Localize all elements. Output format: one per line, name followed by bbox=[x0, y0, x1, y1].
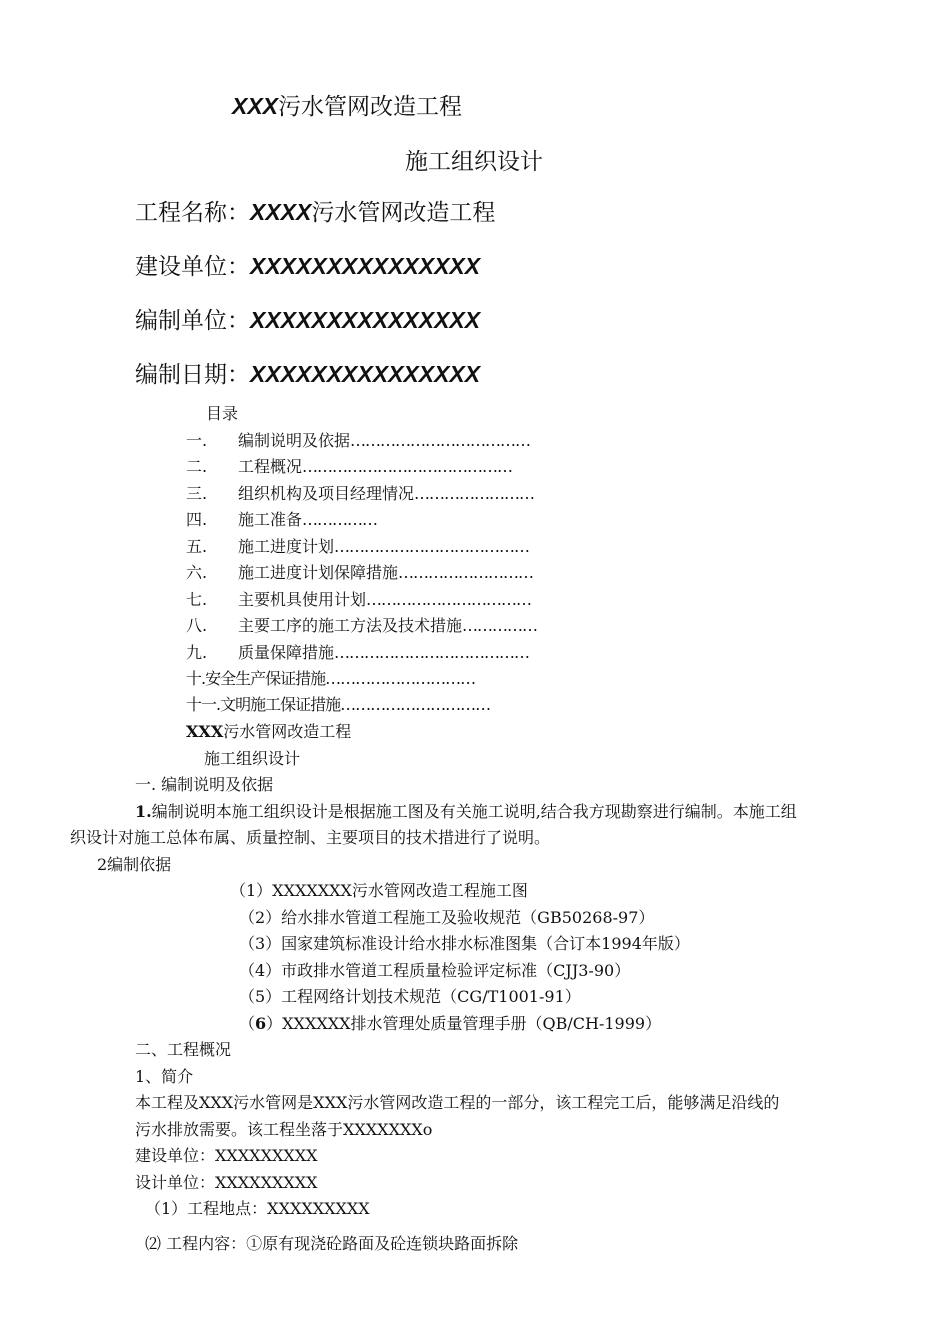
toc-item[interactable] bbox=[0, 640, 950, 662]
designer-line: 设计单位：XXXXXXXXX bbox=[135, 1173, 318, 1192]
intro-heading: 1、简介 bbox=[135, 1067, 194, 1086]
basis-item: （4）市政排水管道工程质量检验评定标准（CJJ3-90） bbox=[239, 961, 631, 980]
cover-title-rest: 污水管网改造工程 bbox=[278, 94, 463, 120]
toc-item-text: 施工准备…………… bbox=[238, 510, 378, 529]
toc-item[interactable] bbox=[0, 560, 950, 582]
body-title-bold: XXX bbox=[186, 722, 224, 741]
cover-title-prefix: XXX bbox=[232, 93, 279, 119]
toc-item-number: 五. bbox=[186, 537, 208, 556]
cover-field-label: 编制单位： bbox=[135, 308, 250, 334]
toc-item-text: 主要机具使用计划…………………………… bbox=[238, 590, 532, 609]
toc-item-text: 工程概况…………………………………… bbox=[238, 457, 513, 476]
basis-item: （5）工程网络计划技术规范（CG/T1001-91） bbox=[239, 987, 581, 1006]
basis-item: （6）XXXXXX排水管理处质量管理手册（QB/CH-1999） bbox=[239, 1014, 662, 1033]
body-subtitle: 施工组织设计 bbox=[204, 749, 301, 768]
cover-field-value: XXXXXXXXXXXXXXX bbox=[250, 361, 481, 387]
cover-field-compiler bbox=[135, 302, 480, 335]
body-title-rest: 污水管网改造工程 bbox=[223, 722, 352, 741]
intro-line1: 本工程及XXX污水管网是XXX污水管网改造工程的一部分，该工程完工后，能够满足沿线的 bbox=[135, 1093, 780, 1112]
cover-field-value: XXXXXXXXXXXXXXX bbox=[250, 307, 481, 333]
basis-item: （3）国家建筑标准设计给水排水标准图集（合订本1994年版） bbox=[239, 934, 690, 953]
toc-item[interactable] bbox=[0, 428, 950, 450]
toc-item-text: 主要工序的施工方法及技术措施…………… bbox=[238, 616, 538, 635]
cover-field-value: XXXX bbox=[250, 199, 312, 225]
content-line: ⑵ 工程内容：①原有现浇砼路面及砼连锁块路面拆除 bbox=[145, 1234, 519, 1253]
toc-item[interactable] bbox=[0, 534, 950, 556]
builder-line: 建设单位：XXXXXXXXX bbox=[135, 1146, 318, 1165]
section-heading-2: 二、工程概况 bbox=[135, 1040, 232, 1059]
basis-heading: 2编制依据 bbox=[97, 855, 172, 874]
toc-item-number: 九. bbox=[186, 643, 208, 662]
cover-field-builder bbox=[135, 248, 480, 281]
toc-item[interactable] bbox=[0, 454, 950, 476]
toc-item-text: 组织机构及项目经理情况…………………… bbox=[238, 484, 535, 503]
toc-item-number: 三. bbox=[186, 484, 208, 503]
toc-item[interactable] bbox=[0, 507, 950, 529]
basis-item: （2）给水排水管道工程施工及验收规范（GB50268-97） bbox=[239, 908, 655, 927]
toc-item-number: 四. bbox=[186, 510, 208, 529]
toc-item-text: 编制说明及依据……………………………… bbox=[238, 431, 531, 450]
site-line: （1）工程地点：XXXXXXXXX bbox=[145, 1199, 370, 1218]
cover-field-label: 编制日期： bbox=[135, 362, 250, 388]
cover-title bbox=[232, 88, 462, 121]
toc-item-text: 施工进度计划保障措施……………………… bbox=[238, 563, 534, 582]
cover-field-project bbox=[135, 194, 495, 227]
toc-heading: 目录 bbox=[206, 404, 239, 423]
toc-item-number: 六. bbox=[186, 563, 208, 582]
cover-field-date bbox=[135, 356, 480, 389]
cover-subtitle: 施工组织设计 bbox=[405, 149, 543, 175]
toc-item[interactable]: 十.安全生产保证措施………………………… bbox=[186, 669, 476, 688]
toc-item-number: 八. bbox=[186, 616, 208, 635]
toc-item-text: 质量保障措施………………………………… bbox=[238, 643, 530, 662]
toc-item-number: 二. bbox=[186, 457, 208, 476]
cover-field-value: XXXXXXXXXXXXXXX bbox=[250, 253, 481, 279]
toc-item[interactable] bbox=[0, 613, 950, 635]
intro-line2: 污水排放需要。该工程坐落于XXXXXXXo bbox=[135, 1120, 433, 1139]
para1-number: 1. bbox=[135, 802, 152, 821]
basis-item: （1）XXXXXXX污水管网改造工程施工图 bbox=[230, 881, 528, 900]
toc-item[interactable] bbox=[0, 481, 950, 503]
body-title bbox=[186, 719, 351, 742]
para1-line1: 1.编制说明本施工组织设计是根据施工图及有关施工说明,结合我方现勘察进行编制。本施工组 bbox=[135, 802, 797, 821]
toc-item[interactable]: 十一.文明施工保证措施………………………… bbox=[186, 695, 491, 714]
cover-field-label: 建设单位： bbox=[135, 254, 250, 280]
toc-item-number: 七. bbox=[186, 590, 208, 609]
cover-field-label: 工程名称： bbox=[135, 200, 250, 226]
toc-item[interactable] bbox=[0, 587, 950, 609]
para1-line2: 织设计对施工总体布属、质量控制、主要项目的技术措进行了说明。 bbox=[70, 828, 551, 847]
section-heading-1: 一. 编制说明及依据 bbox=[135, 775, 274, 794]
toc-item-text: 施工进度计划………………………………… bbox=[238, 537, 530, 556]
toc-item-number: 一. bbox=[186, 431, 208, 450]
cover-field-value-rest: 污水管网改造工程 bbox=[311, 200, 496, 226]
